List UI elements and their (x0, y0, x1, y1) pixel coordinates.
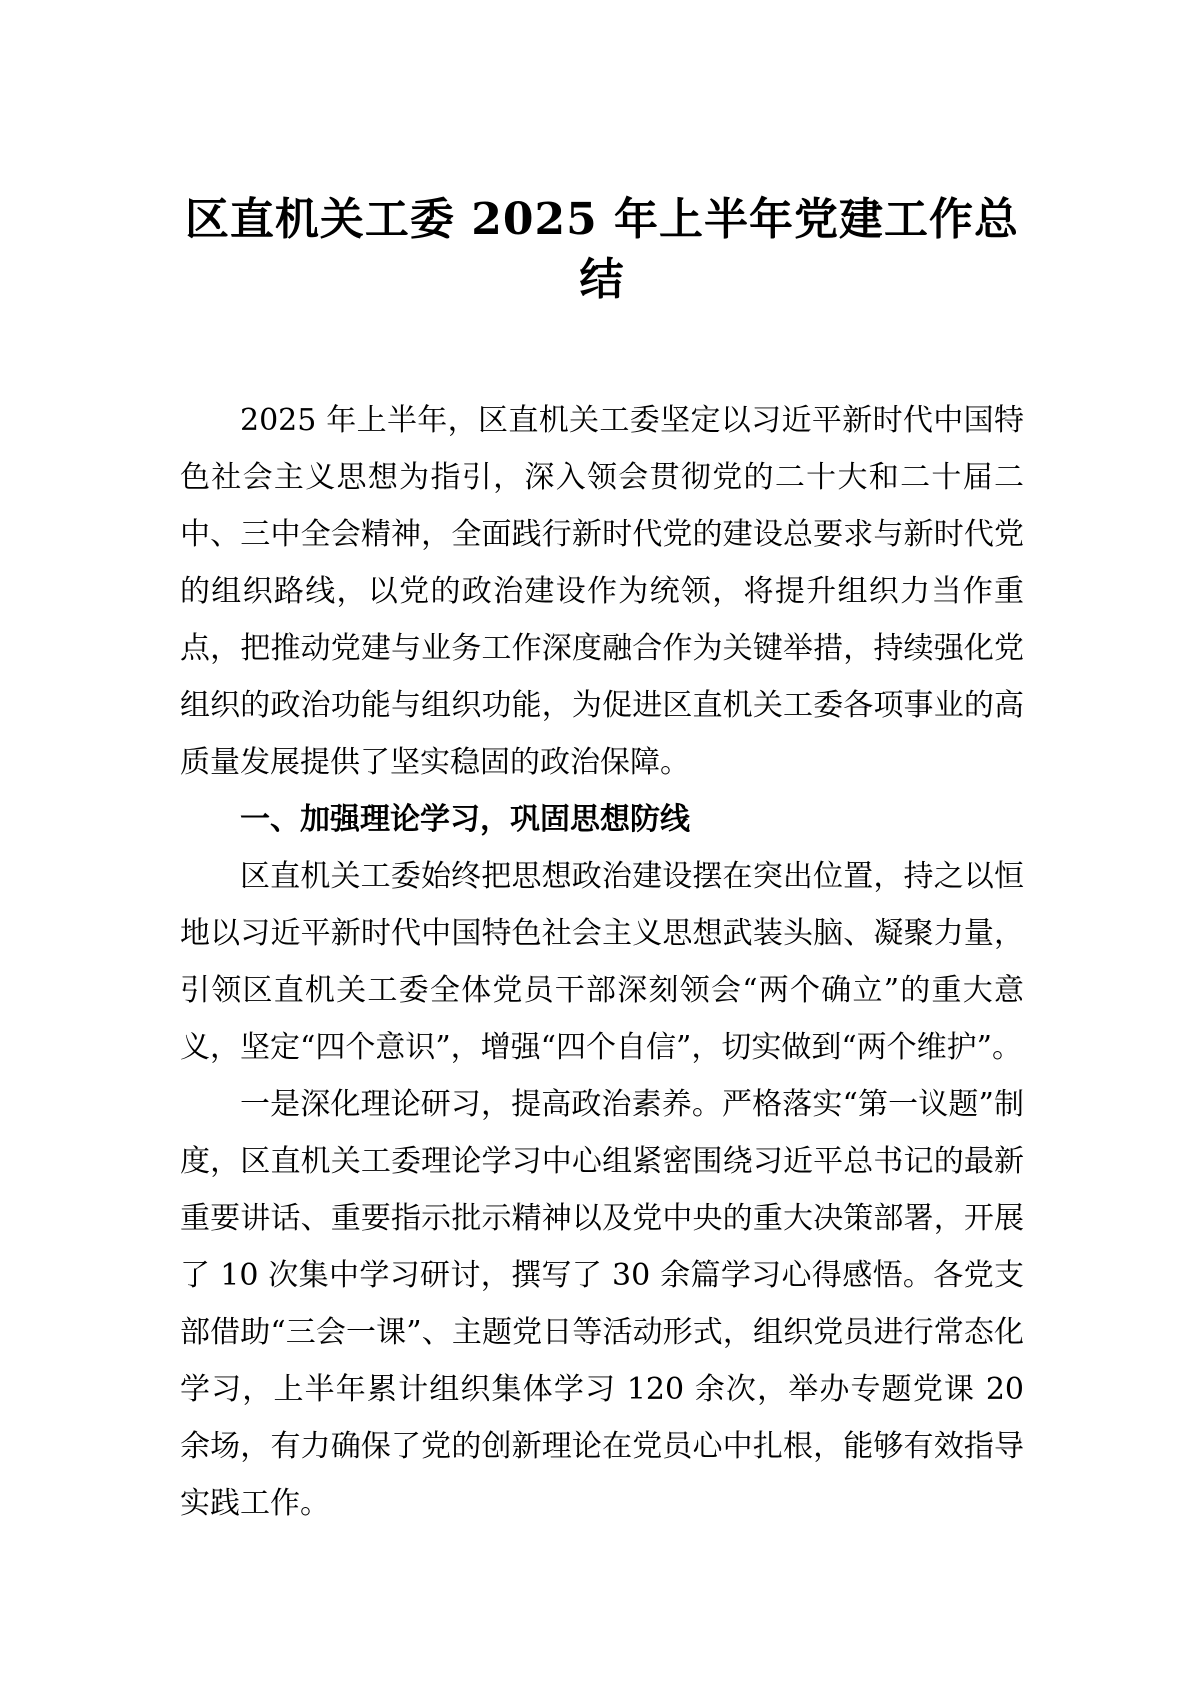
paragraph-section-1-detail: 一是深化理论研习，提高政治素养。严格落实“第一议题”制度，区直机关工委理论学习中心组紧密围绕习近平总书记的最新重要讲话、重要指示批示精神以及党中央的重大决策部署，开展了 10 次集中学习研讨，撰写了 30 余篇学习心得感悟。各党支部借助“三会一课”、主题党日等活动形式，组织党员进行常态化学习，上半年累计组织集体学习 120 余次，举办专题党课 20 余场，有力确保了党的创新理论在党员心中扎根，能够有效指导实践工作。 (180, 1087, 1024, 1521)
document-title: 区直机关工委 2025 年上半年党建工作总结 (184, 194, 1020, 305)
paragraph-section-1-overview: 区直机关工委始终把思想政治建设摆在突出位置，持之以恒地以习近平新时代中国特色社会主义思想武装头脑、凝聚力量，引领区直机关工委全体党员干部深刻领会“两个确立”的重大意义，坚定“四个意识”，增强“四个自信”，切实做到“两个维护”。 (180, 859, 1024, 1065)
paragraph-intro: 2025 年上半年，区直机关工委坚定以习近平新时代中国特色社会主义思想为指引，深入领会贯彻党的二十大和二十届二中、三中全会精神，全面践行新时代党的建设总要求与新时代党的组织路线，以党的政治建设作为统领，将提升组织力当作重点，把推动党建与业务工作深度融合作为关键举措，持续强化党组织的政治功能与组织功能，为促进区直机关工委各项事业的高质量发展提供了坚实稳固的政治保障。 (180, 403, 1024, 780)
section-1-heading: 一、加强理论学习，巩固思想防线 (240, 802, 690, 837)
